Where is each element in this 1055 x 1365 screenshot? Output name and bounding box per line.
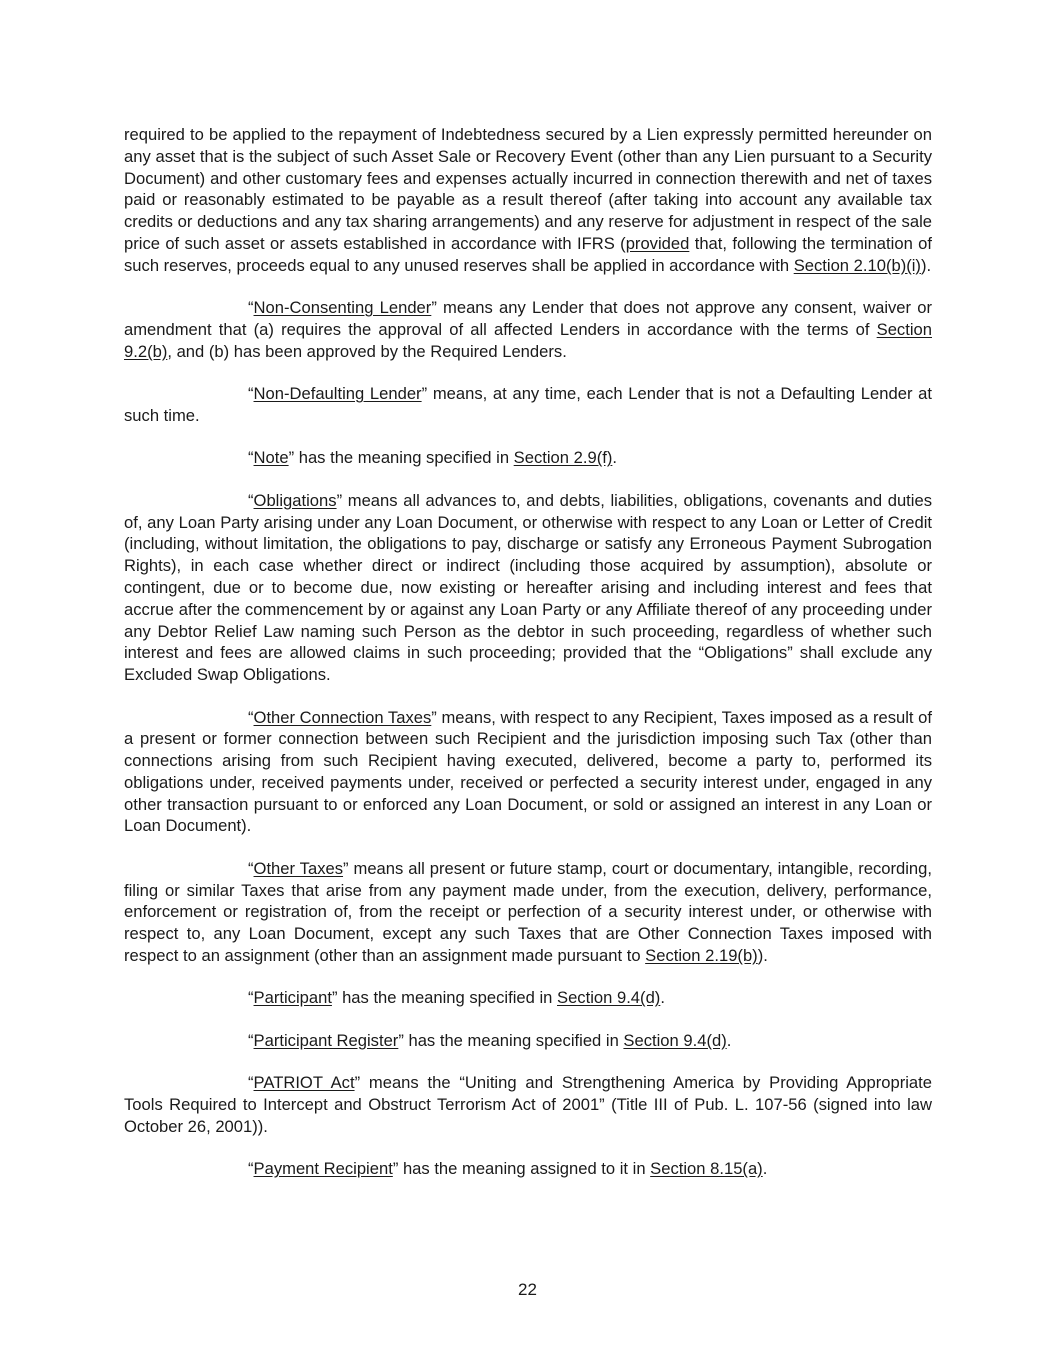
definition-paragraph: [124, 447, 932, 469]
paragraph-text: required to be applied to the repayment of Indebtedness secured by a Lien expressly permitted hereunder on any asset that is the subject of such Asset Sale or Recovery Event (other than any Lien pursuant to a Security Document) and other customary fees and expenses actually incurred in connection therewith and net of taxes paid or reasonably estimated to be payable as a result thereof (after taking into account any available tax credits or deductions and any tax sharing arrangements) and any reserve for adjustment in respect of the sale price of such asset or assets established in accordance with IFRS (: [124, 125, 932, 253]
underlined-term: Note: [253, 448, 289, 468]
paragraph-text: “: [248, 1030, 254, 1050]
underlined-term: Section 2.19(b): [645, 946, 758, 966]
underlined-term: Non-Defaulting Lender: [253, 384, 422, 404]
paragraph-text: “: [248, 707, 254, 727]
underlined-term: PATRIOT Act: [253, 1073, 355, 1093]
paragraph-text: ” means, at any time, each Lender that is not a Defaulting Lender at such time.: [124, 384, 933, 425]
paragraph-text: ” has the meaning specified in: [331, 988, 558, 1008]
definition-paragraph: [124, 124, 932, 277]
paragraph-text: .: [762, 1159, 768, 1179]
underlined-term: Non-Consenting Lender: [253, 298, 432, 318]
underlined-term: Obligations: [253, 490, 337, 510]
definition-paragraph: [124, 858, 932, 967]
paragraph-text: ).: [757, 946, 768, 966]
definition-paragraph: [124, 1072, 932, 1137]
definition-paragraph: [124, 383, 932, 427]
underlined-term: Participant: [253, 988, 332, 1008]
page-number: 22: [518, 1280, 537, 1299]
paragraph-text: ” has the meaning specified in: [288, 448, 514, 468]
paragraph-text: “: [248, 298, 254, 318]
definition-paragraph: [124, 490, 932, 686]
definition-paragraph: [124, 1030, 932, 1052]
paragraph-text: , and (b) has been approved by the Required Lenders.: [167, 341, 567, 361]
paragraph-text: ).: [920, 255, 932, 275]
underlined-term: Section 9.2(b): [124, 319, 932, 361]
definition-paragraph: [124, 1158, 932, 1180]
paragraph-text: “: [248, 858, 254, 878]
document-body: [124, 124, 932, 1201]
paragraph-text: ” means all present or future stamp, court or documentary, intangible, recording, filing or similar Taxes that arise from any payment made under, from the execution, delivery, performance, enforcement or registration of, from the receipt or perfection of a security interest under, or otherwise with respect to, any Loan Document, except any such Taxes that are Other Connection Taxes imposed with respect to an assignment (other than an assignment made pursuant to: [124, 858, 932, 966]
underlined-term: Payment Recipient: [253, 1159, 393, 1179]
paragraph-text: ” has the meaning specified in: [398, 1030, 624, 1050]
paragraph-text: “: [248, 384, 254, 404]
paragraph-text: ” means all advances to, and debts, liabilities, obligations, covenants and duties of, any Loan Party arising under any Loan Document, or otherwise with respect to any Loan or Letter of Credit (including, without limitation, the obligations to pay, discharge or satisfy any Erroneous Payment Subrogation Rights), in each case whether direct or indirect (including those acquired by assumption), absolute or contingent, due or to become due, now existing or hereafter arising and including interest and fees that accrue after the commencement by or against any Loan Party or any Affiliate thereof of any proceeding under any Debtor Relief Law naming such Person as the debtor in such proceeding, regardless of whether such interest and fees are allowed claims in such proceeding; provided that the “Obligations” shall exclude any Excluded Swap Obligations.: [124, 490, 932, 685]
underlined-term: Other Connection Taxes: [253, 707, 432, 727]
paragraph-text: ” means the “Uniting and Strengthening America by Providing Appropriate Tools Required to Intercept and Obstruct Terrorism Act of 2001” (Title III of Pub. L. 107-56 (signed into law October 26, 2001)).: [124, 1073, 932, 1136]
paragraph-text: that, following the termination of such reserves, proceeds equal to any unused reserves shall be applied in accordance with: [124, 233, 932, 275]
underlined-term: Section 2.10(b)(i): [793, 255, 921, 275]
paragraph-text: “: [248, 490, 254, 510]
paragraph-text: ” has the meaning assigned to it in: [392, 1159, 651, 1179]
paragraph-text: ” means any Lender that does not approve any consent, waiver or amendment that (a) requires the approval of all affected Lenders in accordance with the terms of: [124, 298, 932, 339]
paragraph-text: “: [248, 448, 254, 468]
underlined-term: Section 2.9(f): [513, 448, 613, 468]
paragraph-text: ” means, with respect to any Recipient, Taxes imposed as a result of a present or former connection between such Recipient and the jurisdiction imposing such Tax (other than connections arising from such Recipient having executed, delivered, become a party to, performed its obligations under, received payments under, received or perfected a security interest under, engaged in any other transaction pursuant to or enforced any Loan Document, or sold or assigned an interest in any Loan or Loan Document).: [124, 707, 933, 836]
definition-paragraph: [124, 987, 932, 1009]
underlined-term: provided: [625, 233, 690, 253]
underlined-term: Participant Register: [253, 1030, 399, 1050]
underlined-term: Section 9.4(d): [623, 1030, 727, 1050]
definition-paragraph: [124, 707, 932, 838]
underlined-term: Section 9.4(d): [557, 988, 661, 1008]
paragraph-text: “: [248, 988, 254, 1008]
paragraph-text: .: [660, 988, 665, 1008]
underlined-term: Section 8.15(a): [650, 1159, 763, 1179]
underlined-term: Other Taxes: [253, 858, 344, 878]
paragraph-text: “: [248, 1073, 254, 1093]
paragraph-text: “: [248, 1159, 254, 1179]
definition-paragraph: [124, 297, 932, 362]
paragraph-text: .: [726, 1030, 732, 1050]
paragraph-text: .: [612, 448, 617, 468]
